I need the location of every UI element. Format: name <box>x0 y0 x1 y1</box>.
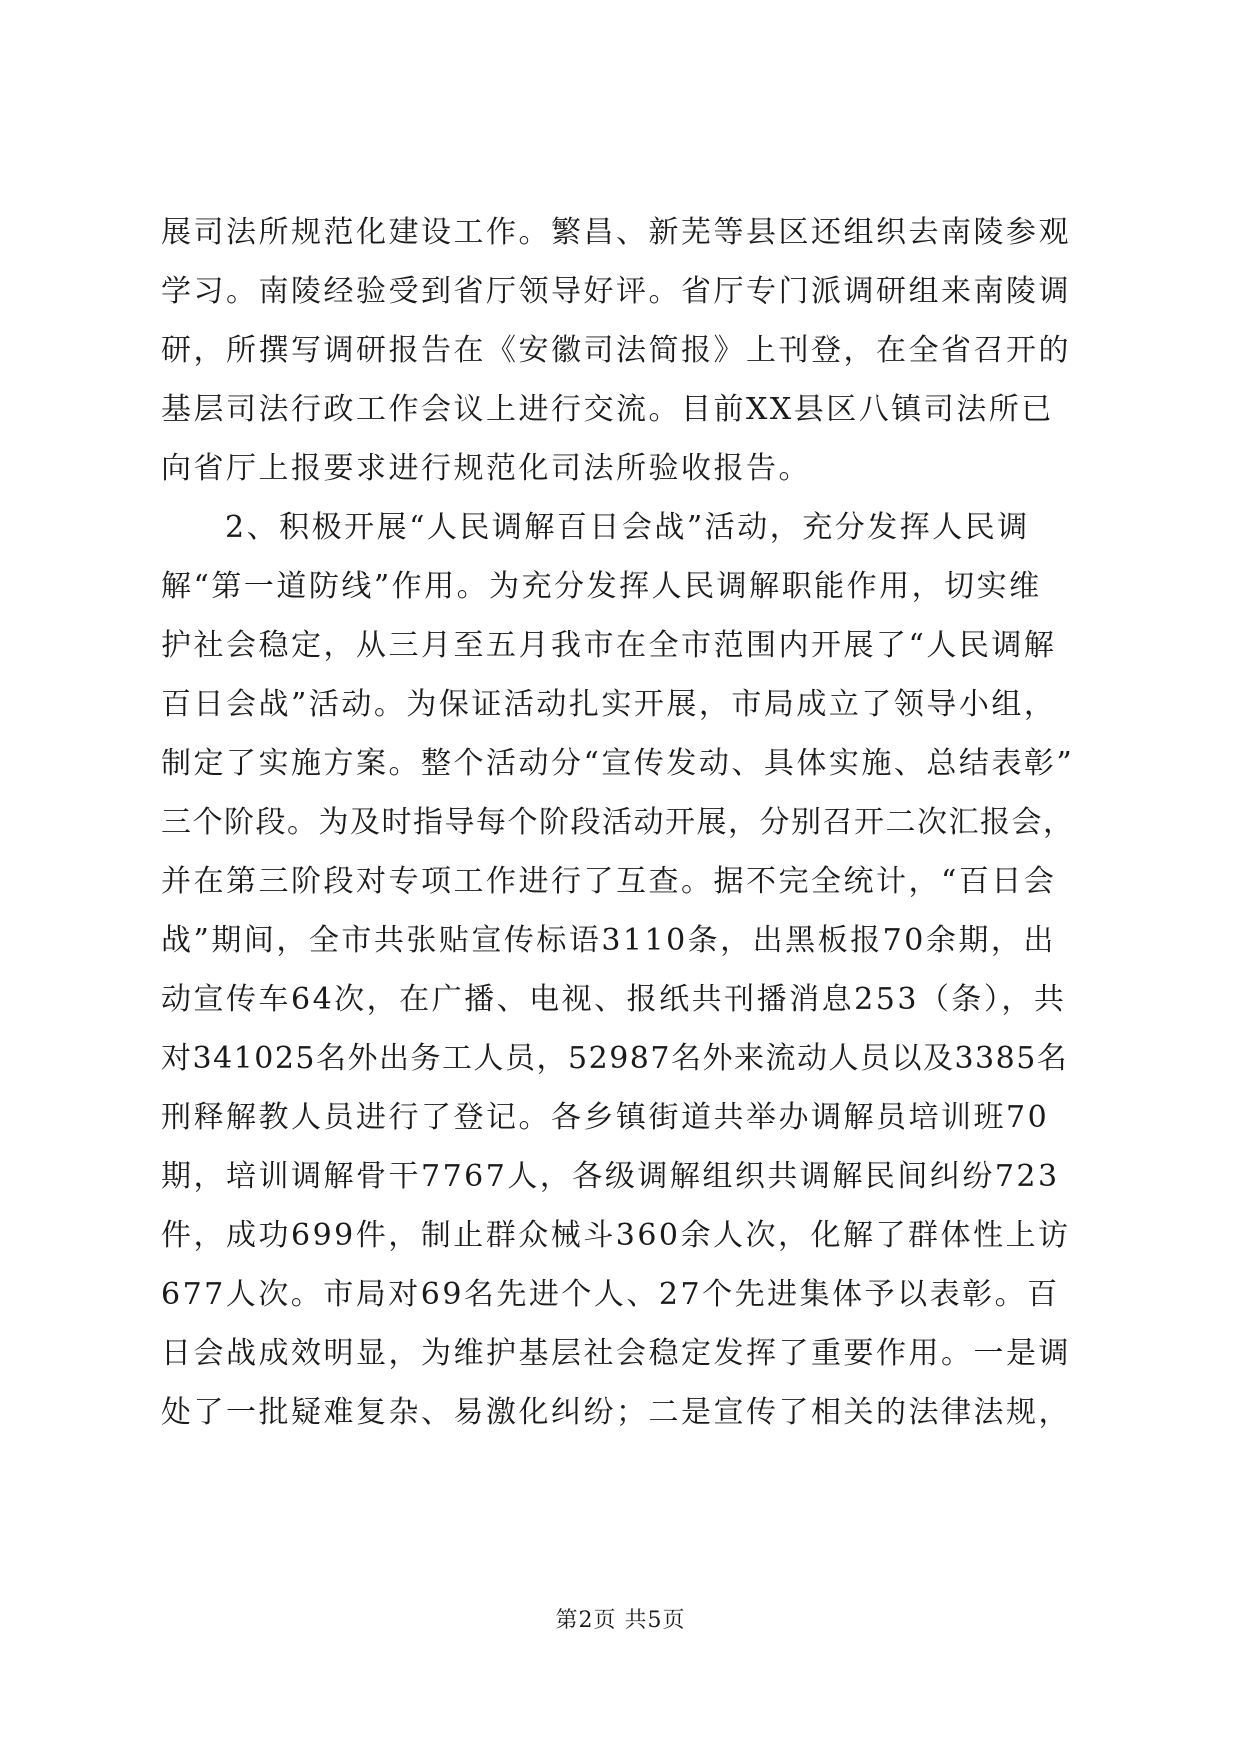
body-text-line: 向省厅上报要求进行规范化司法所验收报告。 <box>161 451 811 486</box>
body-text-line: 刑释解教人员进行了登记。各乡镇街道共举办调解员培训班70 <box>161 1100 1050 1135</box>
body-text-line: 677人次。市局对69名先进个人、27个先进集体予以表彰。百 <box>161 1277 1060 1312</box>
body-text-line: 日会战成效明显，为维护基层社会稳定发挥了重要作用。一是调 <box>161 1336 1071 1371</box>
body-text-line: 并在第三阶段对专项工作进行了互查。据不完全统计，“百日会 <box>161 864 1057 899</box>
body-text-line: 件，成功699件，制止群众械斗360余人次，化解了群体性上访 <box>161 1218 1071 1253</box>
body-text-line: 期，培训调解骨干7767人，各级调解组织共调解民间纠纷723 <box>161 1159 1060 1194</box>
body-text-line: 基层司法行政工作会议上进行交流。目前XX县区八镇司法所已 <box>161 392 1054 427</box>
body-text-line: 战”期间，全市共张贴宣传标语3110条，出黑板报70余期，出 <box>161 923 1056 958</box>
body-text-line: 对341025名外出务工人员，52987名外来流动人员以及3385名 <box>161 1041 1069 1076</box>
paragraph-first-line: 2、积极开展“人民调解百日会战”活动，充分发挥人民调 <box>225 510 1030 545</box>
body-text-line: 三个阶段。为及时指导每个阶段活动开展，分别召开二次汇报会， <box>161 805 1075 840</box>
body-text-line: 制定了实施方案。整个活动分“宣传发动、具体实施、总结表彰” <box>161 746 1075 781</box>
body-text-line: 学习。南陵经验受到省厅领导好评。省厅专门派调研组来南陵调 <box>161 274 1071 309</box>
body-text-line: 处了一批疑难复杂、易激化纠纷；二是宣传了相关的法律法规， <box>161 1395 1071 1430</box>
body-text-line: 百日会战”活动。为保证活动扎实开展，市局成立了领导小组， <box>161 687 1057 722</box>
body-text-line: 研，所撰写调研报告在《安徽司法简报》上刊登，在全省召开的 <box>161 333 1071 368</box>
body-text-line: 解“第一道防线”作用。为充分发挥人民调解职能作用，切实维 <box>161 569 1042 604</box>
page-number-footer: 第2页 共5页 <box>555 1608 686 1633</box>
body-text-line: 护社会稳定，从三月至五月我市在全市范围内开展了“人民调解 <box>161 628 1057 663</box>
body-text-line: 展司法所规范化建设工作。繁昌、新芜等县区还组织去南陵参观 <box>161 215 1071 250</box>
body-text-line: 动宣传车64次，在广播、电视、报纸共刊播消息253（条），共 <box>161 982 1067 1017</box>
